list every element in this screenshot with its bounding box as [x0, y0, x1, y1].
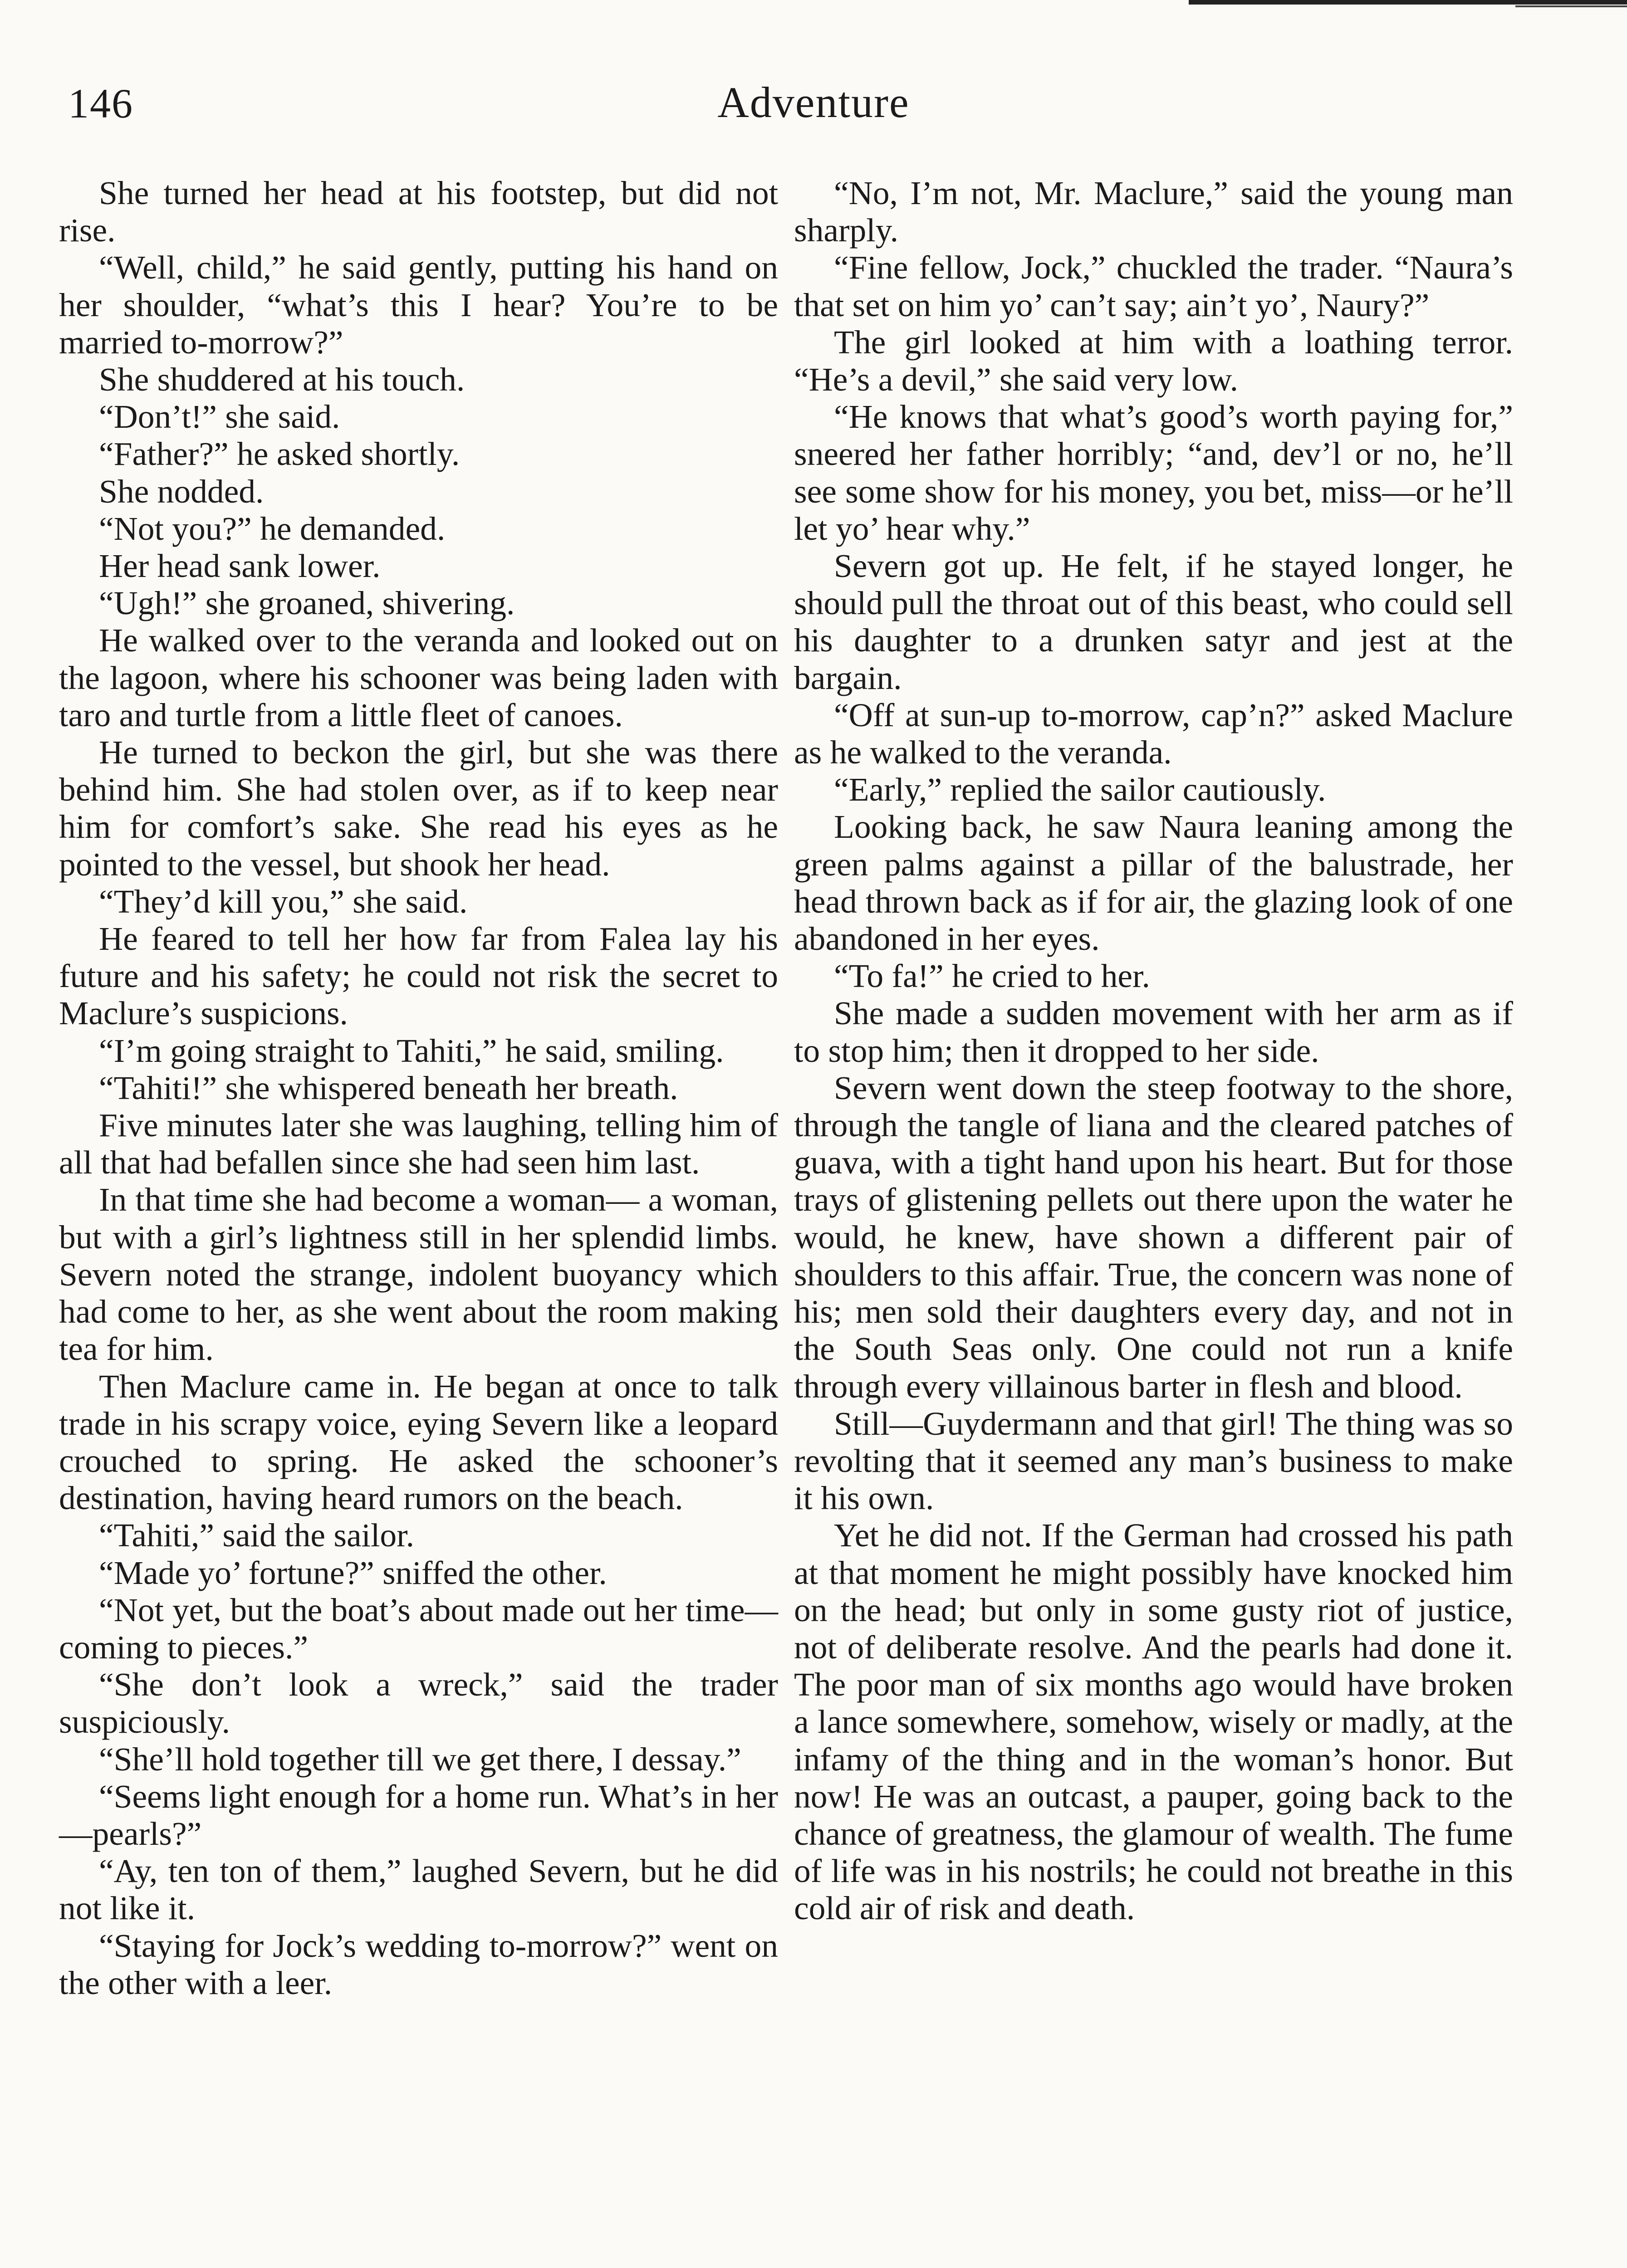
paragraph: “Well, child,” he said gently, putting his hand on her shoulder, “what’s this I hear? You’re to be married to-morrow?”	[59, 249, 778, 361]
paragraph: She nodded.	[99, 473, 264, 510]
paragraph: She made a sudden movement with her arm as if to stop him; then it dropped to her side.	[794, 995, 1513, 1069]
paragraph: Severn went down the steep footway to the shore, through the tangle of liana and the cleared patches of guava, with a tight hand upon his heart. But for those trays of glistening pellets out there upon the water he would, he knew, have shown a different pair of shoulders to this affair. True, the concern was none of his; men sold their daughters every day, and not in the South Seas only. One could not run a knife through every villainous barter in flesh and blood.	[794, 1069, 1513, 1405]
paragraph: “Staying for Jock’s wedding to-morrow?” went on the other with a leer.	[59, 1927, 778, 2001]
paragraph: “Ugh!” she groaned, shivering.	[99, 585, 515, 622]
paragraph: “No, I’m not, Mr. Maclure,” said the young man sharply.	[794, 175, 1513, 249]
paragraph: “She don’t look a wreck,” said the trader suspiciously.	[59, 1666, 778, 1740]
paragraph: Yet he did not. If the German had crossed his path at that moment he might possibly have knocked him on the head; but only in some gusty riot of justice, not of deliberate resolve. And the pearls had done it. The poor man of six months ago would have broken a lance somewhere, somehow, wisely or madly, at the infamy of the thing and in the woman’s honor. But now! He was an outcast, a pauper, going back to the chance of greatness, the glamour of wealth. The fume of life was in his nostrils; he could not breathe in this cold air of risk and death.	[794, 1517, 1513, 1927]
paragraph: Her head sank lower.	[99, 547, 381, 585]
paragraph: Then Maclure came in. He began at once to talk trade in his scrapy voice, eying Severn like a leopard crouched to spring. He asked the schooner’s destination, having heard rumors on the beach.	[59, 1368, 778, 1517]
paragraph: “Tahiti,” said the sailor.	[99, 1517, 414, 1554]
paragraph: “Not you?” he demanded.	[99, 510, 446, 547]
paragraph: “Seems light enough for a home run. What’s in her—pearls?”	[59, 1778, 778, 1852]
paragraph: He turned to beckon the girl, but she was there behind him. She had stolen over, as if to keep near him for comfort’s sake. She read his eyes as he pointed to the vessel, but shook her head.	[59, 734, 778, 883]
paragraph: He walked over to the veranda and looked out on the lagoon, where his schooner was being laden with taro and turtle from a little fleet of canoes.	[59, 622, 778, 733]
paragraph: Five minutes later she was laughing, telling him of all that had befallen since she had seen him last.	[59, 1107, 778, 1181]
paragraph: Severn got up. He felt, if he stayed longer, he should pull the throat out of this beast, who could sell his daughter to a drunken satyr and jest at the bargain.	[794, 547, 1513, 696]
paragraph: “Fine fellow, Jock,” chuckled the trader. “Naura’s that set on him yo’ can’t say; ain’t yo’, Naury?”	[794, 249, 1513, 323]
paragraph: The girl looked at him with a loathing terror. “He’s a devil,” she said very low.	[794, 323, 1513, 398]
paragraph: Looking back, he saw Naura leaning among the green palms against a pillar of the balustrade, her head thrown back as if for air, the glazing look of one abandoned in her eyes.	[794, 808, 1513, 958]
paragraph: “I’m going straight to Tahiti,” he said, smiling.	[99, 1032, 724, 1069]
paragraph: “Not yet, but the boat’s about made out her time—coming to pieces.”	[59, 1591, 778, 1666]
paragraph: “Father?” he asked shortly.	[99, 435, 460, 473]
paragraph: She turned her head at his footstep, but did not rise.	[59, 175, 778, 249]
right-column	[794, 175, 1513, 1927]
page-number: 146	[68, 80, 133, 127]
paragraph: He feared to tell her how far from Falea lay his future and his safety; he could not risk the secret to Maclure’s suspicions.	[59, 920, 778, 1032]
paragraph: “He knows that what’s good’s worth paying for,” sneered her father horribly; “and, dev’l or no, he’ll see some show for his money, you bet, miss—or he’ll let yo’ hear why.”	[794, 398, 1513, 547]
paragraph: “Early,” replied the sailor cautiously.	[834, 771, 1326, 808]
paragraph: “Ay, ten ton of them,” laughed Severn, but he did not like it.	[59, 1853, 778, 1927]
paragraph: “To fa!” he cried to her.	[834, 958, 1150, 995]
paragraph: “Made yo’ fortune?” sniffed the other.	[99, 1554, 607, 1591]
paragraph: “She’ll hold together till we get there, I dessay.”	[99, 1740, 741, 1778]
paragraph: “Tahiti!” she whispered beneath her breath.	[99, 1069, 678, 1106]
paragraph: “Don’t!” she said.	[99, 398, 340, 435]
paragraph: “They’d kill you,” she said.	[99, 883, 468, 920]
running-title: Adventure	[717, 78, 910, 127]
top-rule-accent	[1515, 5, 1627, 7]
top-rule	[1189, 0, 1627, 5]
paragraph: Still—Guydermann and that girl! The thing was so revolting that it seemed any man’s business to make it his own.	[794, 1405, 1513, 1517]
paragraph: In that time she had become a woman— a woman, but with a girl’s lightness still in her splendid limbs. Severn noted the strange, indolent buoyancy which had come to her, as she went about the room making tea for him.	[59, 1181, 778, 1368]
left-column	[59, 175, 778, 2002]
paragraph: She shuddered at his touch.	[99, 361, 465, 398]
paragraph: “Off at sun-up to-morrow, cap’n?” asked Maclure as he walked to the veranda.	[794, 696, 1513, 771]
